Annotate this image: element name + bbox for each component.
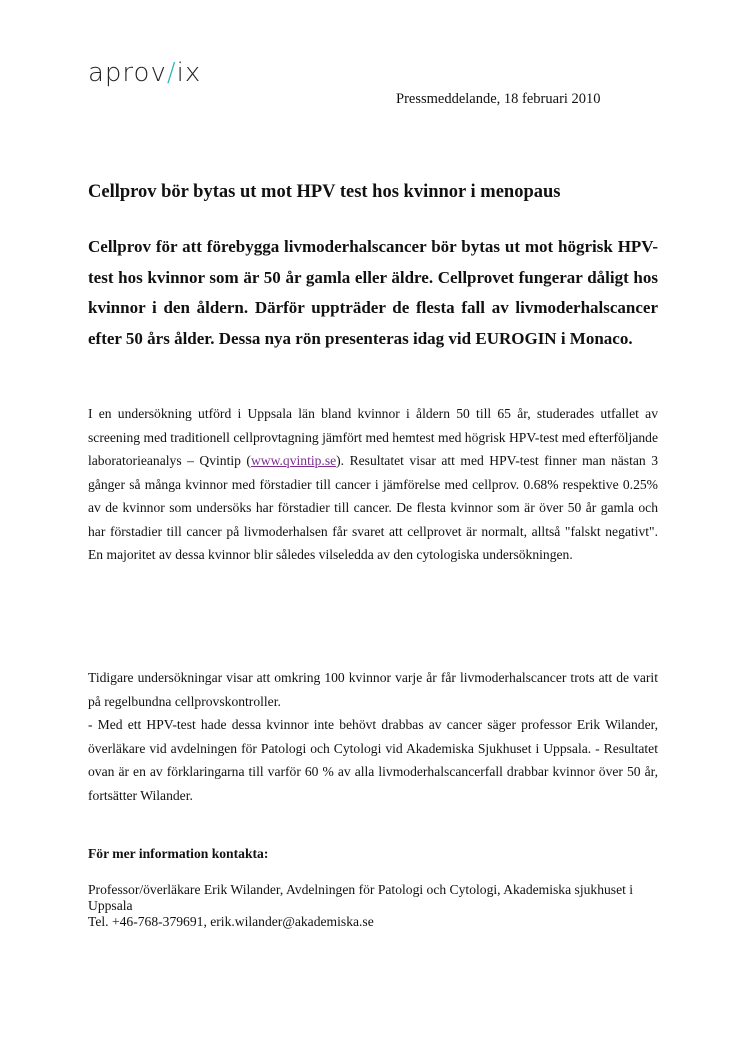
article-lead: Cellprov för att förebygga livmoderhalscancer bör bytas ut mot högrisk HPV-test hos kvinnor som är 50 år gamla eller äldre. Cellprovet fungerar dåligt hos kvinnor i den åldern. Därför uppträder de flesta fall av livmoderhalscancer efter 50 års ålder. Dessa nya rön presenteras idag vid EUROGIN i Monaco. (88, 237, 658, 348)
p1-text-before-link: I en undersökning utförd i Uppsala län bland kvinnor i åldern 50 till 65 år, studerades utfallet av screening med traditionell cellprovtagning jämfört med hemtest med högrisk HPV-test med efterföljande laboratorieanalys – Qvintip ( (88, 406, 658, 468)
p1-text-after-link: ). Resultatet visar att med HPV-test finner man nästan 3 gånger så många kvinnor med förstadier till cancer i jämförelse med cellprov. 0.68% respektive 0.25% av de kvinnor som undersöks har förstadier till cancer. De flesta kvinnor som är över 50 år gamla och har förstadier till cancer på livmoderhalsen får svaret att cellprovet är normalt, alltså "falskt negativt". En majoritet av dessa kvinnor blir således vilseledda av den cytologiska undersökningen. (88, 453, 658, 562)
logo-check-mark: / (166, 58, 177, 88)
contact-block (88, 882, 668, 930)
article-title: Cellprov bör bytas ut mot HPV test hos kvinnor i menopaus (88, 182, 561, 202)
contact-heading: För mer information kontakta: (88, 846, 269, 861)
logo-suffix: ix (176, 58, 202, 88)
logo-prefix: aprov (88, 58, 167, 88)
body-paragraph-1 (88, 402, 658, 567)
aprovix-logo (88, 60, 201, 86)
contact-line-1: Professor/överläkare Erik Wilander, Avdelningen för Patologi och Cytologi, Akademiska sjukhuset i Uppsala (88, 882, 634, 913)
press-release-dateline: Pressmeddelande, 18 februari 2010 (396, 91, 601, 107)
contact-line-2: Tel. +46-768-379691, erik.wilander@akademiska.se (88, 914, 374, 929)
body-paragraph-2: Tidigare undersökningar visar att omkring 100 kvinnor varje år får livmoderhalscancer trots att de varit på regelbundna cellprovskontroller. (88, 670, 658, 709)
body-paragraph-3: - Med ett HPV-test hade dessa kvinnor inte behövt drabbas av cancer säger professor Erik Wilander, överläkare vid avdelningen för Patologi och Cytologi vid Akademiska Sjukhuset i Uppsala. - Resultatet ovan är en av förklaringarna till varför 60 % av alla livmoderhalscancerfall drabbar kvinnor över 50 år, fortsätter Wilander. (88, 717, 658, 803)
qvintip-link[interactable]: www.qvintip.se (250, 453, 337, 468)
